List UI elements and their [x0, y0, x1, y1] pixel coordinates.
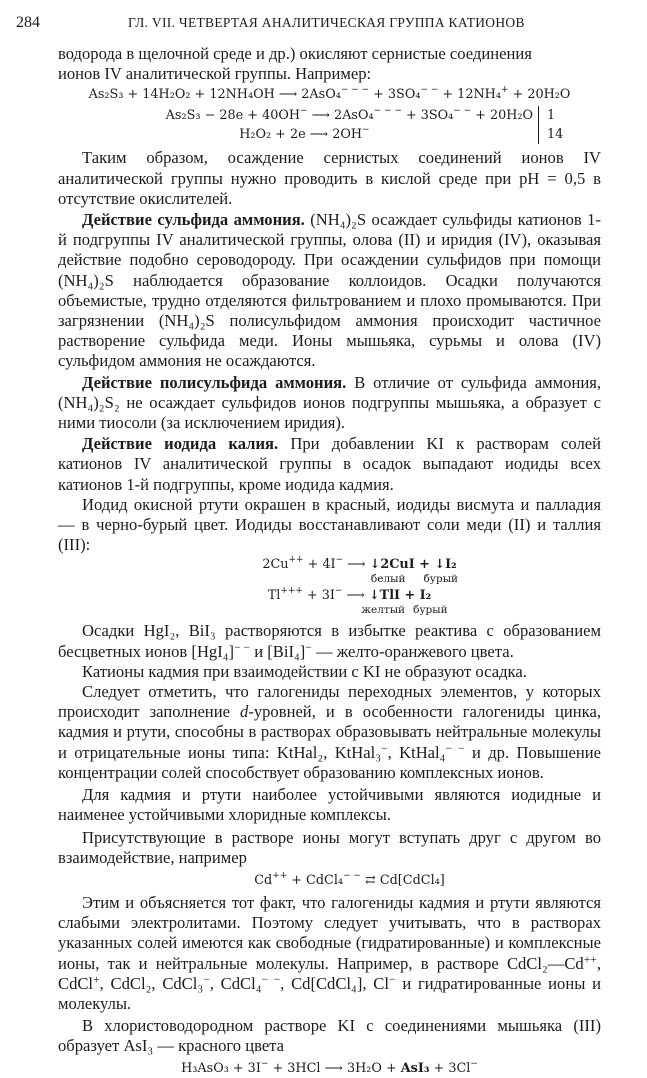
paragraph-9 — [58, 682, 601, 783]
paragraph-12-charge-b: + — [93, 972, 100, 986]
reaction-thallium-lhs-b: + 3I — [302, 588, 335, 604]
paragraph-12-charge-a: ++ — [583, 952, 597, 966]
reaction-thallium-lhs-charge: +++ — [280, 586, 303, 597]
paragraph-4-heading: Действие полисульфида аммония. — [82, 372, 347, 392]
reaction-copper-lhs: 2Cu — [262, 557, 289, 573]
equation-2-line-1-rhs-c: + 20H₂O — [475, 108, 534, 124]
paragraph-3-text-b: наблюдается образование коллоидов. Осадки получаются объемистые, трудно отделяются фильтрованием и плохо промываются. При загрязнении — [58, 270, 601, 331]
paragraph-1 — [58, 44, 601, 84]
reaction-arsenic-rhs-c: + 3Cl — [429, 1060, 471, 1076]
paragraph-7-charge-b: − — [305, 640, 312, 654]
running-title: ГЛ. VII. ЧЕТВЕРТАЯ АНАЛИТИЧЕСКАЯ ГРУППА КАТИОНОВ — [128, 15, 525, 30]
reaction-arsenic-rhs-b: AsI₃ — [400, 1060, 430, 1076]
paragraph-12-charge-c: − — [203, 972, 210, 986]
equation-2-line-2-lhs: H₂O₂ + 2e — [239, 127, 306, 143]
equation-2-line-1-rhs-b: + 3SO₄ — [405, 108, 454, 124]
paragraph-7-text-b: и [BiI₄] — [250, 641, 306, 661]
reaction-cadmium-lhs-b: + CdCl₄ — [287, 872, 344, 888]
reaction-copper-rhs-b: + ↓I₂ — [414, 557, 457, 573]
paragraph-7-charge-a: − − — [234, 640, 251, 654]
page-number: 284 — [16, 14, 40, 31]
equation-2-coef-2: 14 — [547, 127, 564, 143]
equation-1-rhs-b: + 3SO₄ — [373, 87, 421, 103]
paragraph-3-heading: Действие сульфида аммония. — [82, 210, 305, 230]
paragraph-9-text-a: Следует отметить, что галогениды переходных элементов, у которых происходит заполнение — [58, 682, 601, 722]
equation-2-coef-1: 1 — [547, 108, 556, 124]
paragraph-12-text-c: , CdCl₂, CdCl₃ — [99, 973, 204, 993]
paragraph-2: Таким образом, осаждение сернистых соединений ионов IV аналитической группы нужно проводить в кислой среде при рН = 0,5 в отсутствие окислителей. — [58, 148, 601, 208]
paragraph-8: Катионы кадмия при взаимодействии с KI не образуют осадка. — [82, 661, 527, 681]
paragraph-4 — [58, 373, 601, 434]
equation-1-rhs-b-charge: − − — [420, 85, 439, 96]
paragraph-5-heading: Действие иодида калия. — [82, 434, 279, 454]
reaction-copper-lhs-charge: ++ — [288, 555, 304, 566]
equation-1-rhs-a-charge: − − − — [340, 85, 370, 96]
paragraph-12-text-a: Этим и объясняется тот факт, что галогениды кадмия и ртути являются слабыми электролитами. Поэтому следует учитывать, что в растворах указанных солей имеются как свободные (гидратированные) и комплексные ионы, так и нейтральные молекулы. Например, в растворе CdCl₂—Cd — [58, 892, 601, 973]
reaction-cadmium — [98, 871, 601, 890]
equation-2-lines — [166, 106, 538, 144]
reaction-thallium-rhs-a: ↓TlI — [368, 588, 401, 604]
equation-1-arrow: ⟶ — [278, 87, 298, 103]
reaction-cadmium-lhs-charge: ++ — [272, 870, 288, 881]
equation-2-line-1-rhs-b-charge: − − — [453, 106, 472, 117]
reaction-copper-equation — [118, 556, 601, 573]
equation-2-system — [128, 106, 601, 144]
paragraph-4-text-b: не осаждает сульфидов ионов подгруппы мышьяка, а образует с ними тиосоли (за исключением иридия). — [58, 392, 601, 433]
paragraph-3 — [58, 210, 601, 372]
reaction-cadmium-lhs-b-charge: − − — [343, 870, 361, 881]
paragraph-6: Иодид окисной ртути окрашен в красный, иодиды висмута и палладия — в черно-бурый цвет. Иодиды восстанавливают соли меди (II) и таллия (III): — [58, 494, 601, 555]
reaction-copper — [118, 556, 601, 586]
equation-1-lhs: As₂S₃ + 14H₂O₂ + 12NH₄OH — [88, 87, 275, 103]
equation-1 — [58, 85, 601, 104]
paragraph-12-charge-e: − — [388, 972, 396, 986]
page-body — [58, 44, 601, 1078]
paragraph-5 — [58, 434, 601, 495]
paragraph-5-text: При добавлении KI к растворам солей катионов IV аналитической группы в осадок выпадают иодиды всех катионов 1-й подгруппы, кроме иодида кадмия. — [58, 434, 601, 494]
paragraph-1-line-1: водорода в щелочной среде и др.) окисляют сернистые соединения — [58, 44, 532, 63]
equation-2-line-1-lhs-charge: − — [300, 106, 308, 117]
equation-1-rhs-a: 2AsO₄ — [301, 87, 341, 103]
equation-2-line-2-rhs: 2OH — [332, 127, 362, 143]
reaction-thallium-label-b: бурый — [413, 604, 448, 617]
reaction-arsenic — [58, 1059, 601, 1078]
paragraph-7-text-c: — желто-оранжевого цвета. — [311, 641, 514, 661]
paragraph-7 — [58, 621, 601, 661]
equation-2-arrow-1: ⟶ — [311, 108, 330, 124]
reaction-thallium-label-a: желтый — [361, 604, 406, 617]
paragraph-13: В хлористоводородном растворе KI с соединениями мышьяка (III) образует AsI₃ — красного цвета — [58, 1016, 601, 1056]
reaction-copper-rhs-a: ↓2CuI — [369, 557, 415, 573]
paragraph-9-d-symbol: d — [240, 702, 249, 722]
reaction-cadmium-rhs: Cd[CdCl₄] — [379, 872, 445, 888]
reaction-thallium — [98, 587, 601, 617]
paragraph-3-text-a: осаждает сульфиды катионов 1-й подгруппы IV аналитической группы, олова (II) и иридия (IV), оказывая действие подобно сероводороду. При осаждении сульфидов при помощи — [58, 210, 601, 270]
reaction-thallium-labels — [208, 604, 601, 617]
equation-1-rhs-c: + 12NH₄ — [442, 87, 501, 103]
equation-2-line-1-rhs: 2AsO₄ — [334, 108, 374, 124]
reaction-thallium-rhs-b: + I₂ — [400, 588, 432, 604]
equation-2-line-2-rhs-charge: − — [361, 125, 370, 136]
paragraph-3-formula: (NH₄)₂S — [310, 210, 367, 230]
paragraph-9-text-d: и др. Повышение концентрации солей способствует образованию комплексных ионов. — [58, 742, 602, 782]
paragraph-10: Для кадмия и ртути наиболее устойчивыми являются иодидные и наименее устойчивыми хлоридные комплексы. — [58, 785, 601, 825]
reaction-arsenic-lhs-b: + 3HCl — [268, 1060, 321, 1076]
paragraph-7-text-a: Осадки HgI₂, BiI₃ растворяются в избытке реактива с образованием бесцветных ионов [HgI₄] — [58, 621, 601, 661]
reaction-thallium-equation — [98, 587, 601, 604]
paragraph-4-text-a: В отличие от сульфида аммония, — [354, 372, 601, 392]
reaction-copper-lhs-b: + 4I — [303, 557, 336, 573]
paragraph-9-charge-b: − − — [445, 741, 465, 755]
reaction-thallium-lhs: Tl — [267, 588, 281, 604]
paragraph-1-line-2: ионов IV аналитической группы. Например: — [58, 64, 372, 84]
paragraph-9-charge-a: − — [381, 741, 388, 755]
reaction-copper-label-a: белый — [370, 573, 406, 586]
reaction-copper-labels — [228, 573, 601, 586]
paragraph-11: Присутствующие в растворе ионы могут вступать друг с другом во взаимодействие, например — [58, 827, 601, 867]
paragraph-12-text-d: , CdCl₄ — [209, 973, 262, 993]
reaction-arsenic-rhs-charge: − — [470, 1058, 478, 1069]
reaction-copper-label-b: бурый — [423, 573, 459, 586]
reaction-arsenic-rhs-a: 3H₂O + — [346, 1060, 401, 1076]
reaction-cadmium-lhs: Cd — [254, 872, 273, 888]
reaction-arsenic-arrow: ⟶ — [324, 1060, 343, 1076]
reaction-thallium-arrow: ⟶ — [346, 588, 365, 604]
paragraph-4-formula: (NH₄)₂S₂ — [58, 392, 120, 412]
paragraph-9-text-b: -уровней, и в особенности галогениды цинка, кадмия и ртути, способны в растворах образовывать нейтральные молекулы и отрицательные ионы типа: KtHal₂, KtHal₃ — [58, 702, 601, 762]
reaction-copper-arrow: ⟶ — [347, 557, 366, 573]
equation-2-line-1-rhs-charge: − − − — [373, 106, 402, 117]
equation-2-coefficients — [538, 106, 563, 144]
equation-1-rhs-d: + 20H₂O — [512, 87, 571, 103]
equation-2-arrow-2: ⟶ — [309, 127, 329, 143]
reaction-copper-lhs-b-charge: − — [335, 555, 344, 566]
paragraph-3-formula-3: (NH₄)₂S — [158, 311, 215, 331]
paragraph-9-text-c: , KtHal₄ — [387, 742, 446, 762]
equation-1-rhs-c-charge: + — [500, 85, 509, 96]
paragraph-3-formula-2: (NH₄)₂S — [58, 270, 114, 290]
paragraph-3-text-c: полисульфидом аммония происходит частичное растворение сульфида меди. Ионы мышьяка, сурьмы и олова (IV) сульфидом аммония не осаждаются. — [58, 311, 601, 371]
paragraph-12 — [58, 893, 601, 1014]
equation-2-line-2 — [239, 125, 369, 144]
equation-2-line-1 — [166, 106, 533, 125]
reaction-cadmium-arrow: ⇄ — [365, 872, 376, 888]
reaction-arsenic-lhs-charge: − — [260, 1058, 269, 1069]
paragraph-12-charge-d: − − — [261, 972, 281, 986]
paragraph-12-text-b: , CdCl — [58, 953, 601, 993]
equation-2-line-1-lhs: As₂S₃ − 28e + 40OH — [165, 108, 301, 124]
reaction-thallium-lhs-b-charge: − — [334, 586, 343, 597]
page-header — [16, 14, 628, 38]
reaction-arsenic-lhs: H₃AsO₃ + 3I — [181, 1060, 261, 1076]
paragraph-12-text-f: и гидратированные ионы и молекулы. — [58, 973, 602, 1013]
paragraph-12-text-e: , Cd[CdCl₄], Cl — [280, 973, 389, 993]
